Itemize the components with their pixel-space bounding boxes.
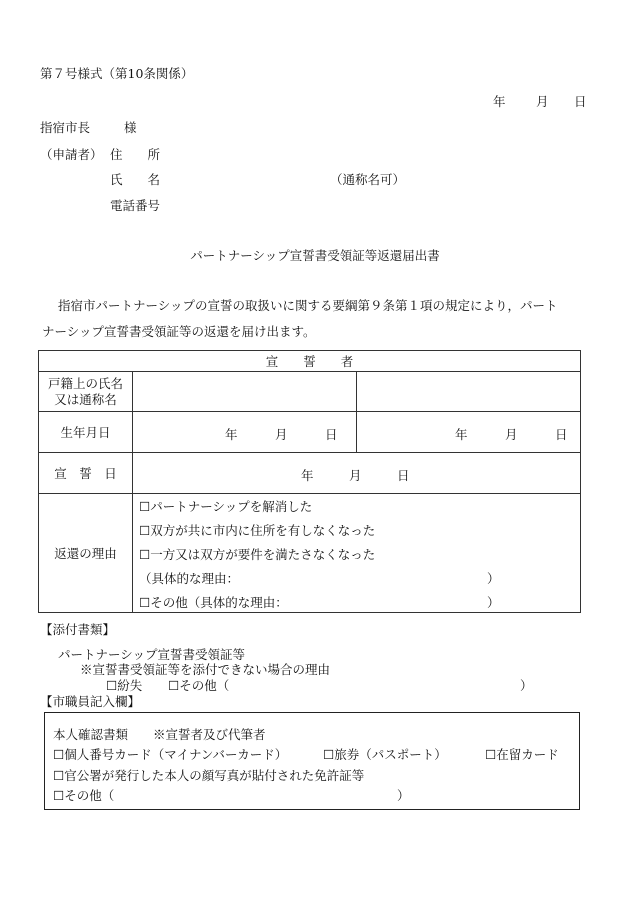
submit-date-month: 月 <box>536 94 549 109</box>
mynumber-checkbox[interactable]: ☐個人番号カード（マイナンバーカード） <box>53 747 288 762</box>
oath-date-label: 宣 誓 日 <box>39 453 133 494</box>
oath-date-field[interactable]: 年 月 日 <box>133 453 581 494</box>
reason-moved-out-checkbox[interactable]: ☐双方が共に市内に住所を有しなくなった <box>139 523 376 538</box>
name-label: 戸籍上の氏名 又は通称名 <box>39 372 133 412</box>
attachment-other-close: ） <box>520 678 533 693</box>
attachment-other-checkbox[interactable]: ☐その他（ <box>168 678 230 693</box>
applicant-phone-label: 電話番号 <box>110 198 161 213</box>
reason-other-checkbox[interactable]: ☐その他（具体的な理由： <box>139 595 288 610</box>
submit-date-year: 年 <box>493 94 506 109</box>
applicant-address-label: 住 所 <box>110 147 161 162</box>
staff-other-checkbox[interactable]: ☐その他（ <box>53 788 115 803</box>
document-title: パートナーシップ宣誓書受領証等返還届出書 <box>190 248 440 263</box>
lost-checkbox[interactable]: ☐紛失 <box>106 678 143 693</box>
birth-date-field-2[interactable]: 年 月 日 <box>357 412 581 453</box>
applicant-name-label: 氏 名 <box>110 172 161 187</box>
passport-checkbox[interactable]: ☐旅券（パスポート） <box>323 747 447 762</box>
name-field-1[interactable] <box>133 372 357 412</box>
name-field-2[interactable] <box>357 372 581 412</box>
reason-dissolved-checkbox[interactable]: ☐パートナーシップを解消した <box>139 499 313 514</box>
return-reason-options <box>133 494 581 613</box>
table-header: 宣 誓 者 <box>39 351 581 372</box>
applicant-label: （申請者） <box>40 147 103 162</box>
submit-date-day: 日 <box>574 94 587 109</box>
addressee: 指宿市長 <box>40 120 91 135</box>
body-text-line-2: ナーシップ宣誓書受領証等の返還を届け出ます。 <box>42 324 316 339</box>
staff-heading: 【市職員記入欄】 <box>40 694 141 709</box>
license-checkbox[interactable]: ☐官公署が発行した本人の顔写真が貼付された免許証等 <box>53 768 365 783</box>
residence-card-checkbox[interactable]: ☐在留カード <box>485 747 559 762</box>
form-number: 第７号様式（第10条関係） <box>40 66 194 81</box>
body-text-line-1: 指宿市パートナーシップの宣誓の取扱いに関する要綱第９条第１項の規定により，パート <box>58 298 558 313</box>
staff-box <box>44 712 580 810</box>
birth-label: 生年月日 <box>39 412 133 453</box>
alias-allowed-note: （通称名可） <box>330 172 406 187</box>
birth-date-field-1[interactable]: 年 月 日 <box>133 412 357 453</box>
reason-other-close: ） <box>487 595 500 610</box>
reason-specific-close: ） <box>487 571 500 586</box>
attachment-note: ※宣誓書受領証等を添付できない場合の理由 <box>80 662 331 677</box>
id-docs-note: ※宣誓者及び代筆者 <box>153 727 266 742</box>
attachments-heading: 【添付書類】 <box>40 622 116 637</box>
oath-table <box>38 350 581 613</box>
staff-other-close: ） <box>397 788 410 803</box>
reason-specific-label: （具体的な理由： <box>139 571 240 586</box>
return-reason-label: 返還の理由 <box>39 494 133 613</box>
addressee-honorific: 様 <box>124 120 137 135</box>
attachment-item: パートナーシップ宣誓書受領証等 <box>58 647 246 662</box>
reason-requirements-checkbox[interactable]: ☐一方又は双方が要件を満たさなくなった <box>139 547 376 562</box>
id-docs-label: 本人確認書類 <box>53 727 129 742</box>
